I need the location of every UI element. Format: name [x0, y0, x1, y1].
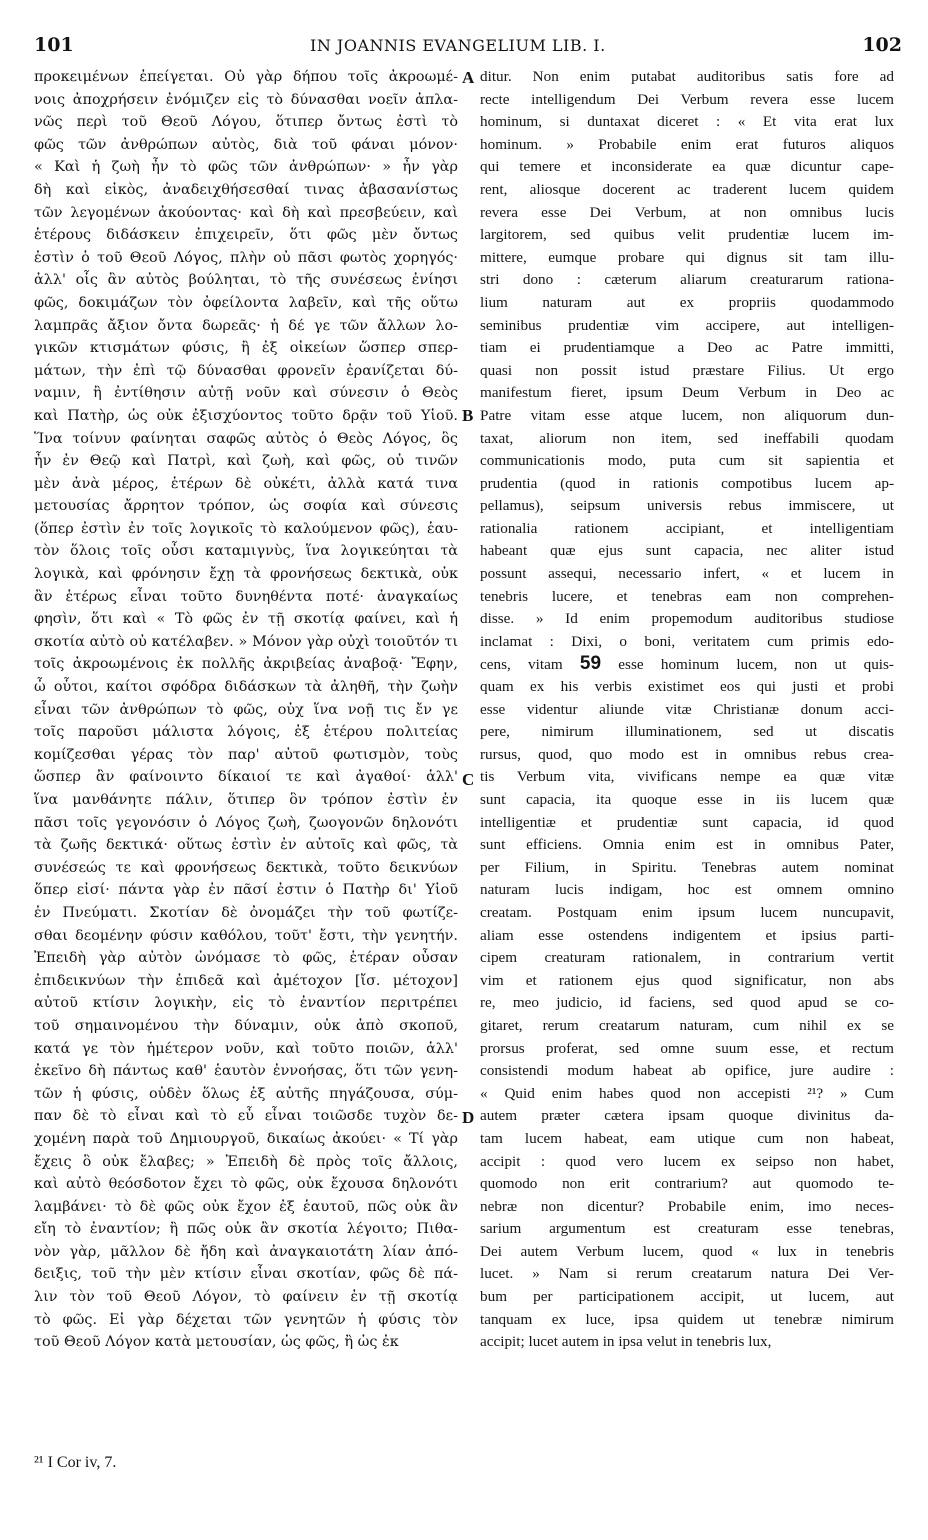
latin-text-line: pellamus), seipsum universis rebus immiscere, ut: [480, 497, 894, 515]
latin-text-line: tam lucem habeat, eam utique cum non habeat,: [480, 1129, 894, 1147]
latin-text-line: per Filium, in Spiritu. Tenebras autem nominat: [480, 858, 894, 876]
margin-marker-b: B: [462, 406, 474, 425]
latin-text-line: seminibus prudentiæ vim accipere, aut intelligen-: [480, 316, 894, 334]
greek-text-line: λιν τὸν τοῦ Θεοῦ Λόγον, τὸ φαίνειν ἐν τῇ σκοτίᾳ: [34, 1289, 458, 1306]
footnote: ²¹ I Cor iv, 7.: [34, 1454, 117, 1471]
page-header: [0, 34, 928, 58]
greek-text-line: καὶ αὐτὸ θεόσδοτον ἔχει τὸ φῶς, οὐκ ἔχουσα δηλονότι: [34, 1176, 458, 1193]
greek-text-line: αὐτοῦ κτίσιν λογικὴν, εἰς τὸ ἐναντίον περιτρέπει: [34, 995, 458, 1012]
greek-text-line: ναμιν, ἢ ἐντίθησιν αὐτῇ νοῦν καὶ σύνεσιν ὁ Θεὸς: [34, 385, 458, 402]
greek-text-line: νὸν γὰρ, μᾶλλον δὲ ἤδη καὶ ἀναγκαιοτάτη λίαν ἀπό-: [34, 1243, 458, 1260]
latin-text-line: esse videntur aliunde vitæ Christianæ donum acci-: [480, 700, 894, 718]
greek-text-line: (ὅπερ ἐστὶν ἐν τοῖς λογικοῖς τὸ καλούμενον φῶς), ἑαυ-: [34, 520, 458, 537]
greek-text-line: ἀλλ' οἷς ἂν αὐτὸς βούληται, τὸ τῆς συνέσεως ἐνίησι: [34, 272, 458, 289]
greek-text-line: μάτων, τὴν ἐπὶ τῷ δύνασθαι φρονεῖν ἐρανίζεται δύ-: [34, 362, 458, 379]
latin-text-line: habeant quæ ejus sunt capacia, nec aliter istud: [480, 542, 894, 560]
latin-text-line: Patre vitam esse atque lucem, non aliquorum dun-: [480, 406, 894, 424]
latin-text-line: inclamat : Dixi, o boni, veritatem cum primis edo-: [480, 632, 894, 650]
latin-text-line: recte intelligendum Dei Verbum revera esse lucem: [480, 90, 894, 108]
greek-text-line: πᾶσι τοῖς γεγονόσιν ὁ Λόγος ζωὴ, ζωογονῶν δηλονότι: [34, 814, 458, 831]
latin-text-line: quomodo non erit contrarium? aut quomodo te-: [480, 1175, 894, 1193]
latin-text-line: vim et rationem ejus quod significatur, non abs: [480, 971, 894, 989]
greek-text-line: φησὶν, ὅτι καὶ « Τὸ φῶς ἐν τῇ σκοτίᾳ φαίνει, καὶ ἡ: [34, 611, 458, 628]
greek-text-line: μὲν ἀνὰ μέρος, ἑτέρων δὲ οὐκέτι, ἀλλὰ κατά τινα: [34, 475, 458, 492]
margin-marker-a: A: [462, 68, 475, 87]
greek-text-line: ὥσπερ ἂν φαίνοιντο δίκαιοί τε καὶ ἀγαθοί· ἀλλ': [34, 769, 458, 786]
greek-text-line: ἵνα μανθάνητε πάλιν, ὅτιπερ ὃν τρόπον ἐστὶν ἐν: [34, 792, 458, 808]
greek-text-line: τῶν λεγομένων ἀκούοντας· καὶ δὴ καὶ πρεσβεύειν, καὶ: [34, 204, 458, 221]
margin-marker-d: D: [462, 1108, 475, 1127]
latin-text-line: naturam lucis indigam, hoc est omnem omnino: [480, 881, 894, 899]
greek-text-line: ἔχεις ὃ οὐκ ἔλαβες; » Ἐπειδὴ δὲ πρὸς τοῖς ἄλλοις,: [34, 1153, 458, 1170]
latin-text-line: autem præter cætera ipsam quoque divinitus da-: [480, 1107, 894, 1125]
latin-text-line: aliam esse ostendens indigentem et ipsius parti-: [480, 926, 894, 944]
greek-text-line: ἐν Πνεύματι. Σκοτίαν δὲ ὀνομάζει τὴν τοῦ φωτίζε-: [34, 904, 458, 921]
latin-text-line: lucet. » Nam si rerum creatarum natura Dei Ver-: [480, 1265, 894, 1283]
greek-text-line: ὦ οὗτοι, καίτοι σφόδρα διδάσκων τὰ ἀληθῆ, τὴν ζωὴν: [34, 679, 458, 696]
latin-text-line: accipit; lucet autem in ipsa velut in tenebris lux,: [480, 1333, 772, 1351]
page-number-right: 102: [862, 34, 902, 56]
column-number-marker: 59: [579, 653, 602, 675]
greek-text-line: νοις ἀποχρήσειν ἐνόμιζεν εἰς τὸ δύνασθαι νοεῖν ἀπλα-: [34, 91, 458, 108]
greek-text-line: τοῖς παροῦσι μάλιστα λόγοις, ἐξ ἑτέρου πολιτείας: [34, 724, 458, 741]
latin-text-line: consistendi modum habeat ab opifice, jure audire :: [480, 1062, 894, 1080]
latin-text-line: lium naturam aut ex propriis quodammodo: [480, 293, 894, 311]
latin-text-line: largitorem, sed quibus velit prudentiæ lucem im-: [480, 226, 894, 244]
latin-text-line: mittere, eumque probare qui dignus sit tam illu-: [480, 248, 894, 266]
latin-text-line: tis Verbum vita, vivificans nempe ea quæ vitæ: [480, 768, 894, 786]
greek-text-line: μετουσίας ἄρρητον τρόπον, ὡς σοφία καὶ σύνεσις: [34, 498, 458, 515]
latin-text-line: revera esse Dei Verbum, at non omnibus lucis: [480, 203, 894, 221]
greek-text-line: λογικὰ, καὶ φρόνησιν ἔχῃ τὰ φρονήσεως δεκτικὰ, οὐκ: [34, 566, 458, 583]
greek-text-line: κατά γε τὸν ἡμέτερον νοῦν, καὶ τοῦτο ποιῶν, ἀλλ': [34, 1040, 458, 1057]
greek-text-line: τὰ ζωῆς δεκτικά· οὕτως ἐστὶν ἐν αὐτοῖς καὶ φῶς, τὰ: [34, 837, 458, 854]
greek-text-line: φῶς, δοκιμάζων τὸν ὀφείλοντα λαβεῖν, καὶ τῆς οὕτω: [34, 294, 458, 311]
running-title: IN JOANNIS EVANGELIUM LIB. I.: [310, 36, 606, 55]
latin-text-line: rationalia rationem accipiant, et intelligentiam: [480, 519, 894, 537]
greek-text-line: εἶναι τῶν ἀνθρώπων τὸ φῶς, οὐχ ἵνα νοῇ τις ἔν γε: [34, 701, 458, 718]
latin-text-line: quasi non possit istud præstare Filius. Ut ergo: [480, 361, 894, 379]
greek-text-line: Ἐπειδὴ γὰρ αὐτὸν ὠνόμασε τὸ φῶς, ἑτέραν οὖσαν: [34, 950, 458, 967]
greek-text-line: εἴη τὸ ἐναντίον; ἢ πῶς οὐκ ἂν σκοτία λέγοιτο; Πιθα-: [34, 1221, 458, 1238]
latin-text-line: disse. » Id enim propemodum auditoribus studiose: [480, 610, 894, 628]
greek-text-line: καὶ Πατὴρ, ὡς οὐκ ἐξισχύοντος τοῦτο δρᾷν τοῦ Υἱοῦ.: [34, 407, 458, 424]
greek-text-line: λαμπρᾶς ἄξιον ὄντα δωρεᾶς· ἡ δέ γε τῶν ἄλλων λο-: [34, 317, 458, 334]
greek-text-line: τὸν ὅλοις τοῖς οὖσι καταμιγνὺς, ἵνα λογικεύηται τὰ: [34, 543, 458, 560]
latin-text-line: hominum. » Probabile enim erat futuros aliquos: [480, 135, 894, 153]
greek-text-line: ἦν ἐν Θεῷ καὶ Πατρὶ, καὶ ζωὴ, καὶ φῶς, οὐ τινῶν: [34, 453, 458, 470]
latin-text-line: nebræ non dicentur? Probabile enim, imo neces-: [480, 1197, 894, 1215]
latin-text-line: sarium argumentum est creaturam esse tenebras,: [480, 1220, 894, 1238]
greek-text-line: ἐπιδεικνύων τὴν ἐπιδεᾶ καὶ ἀμέτοχον [ἴσ. μέτοχον]: [34, 972, 458, 989]
greek-text-line: ἐκεῖνο δὴ πάντως καθ' ἑαυτὸν ἐννοήσας, ὅτι τῶν γενη-: [34, 1063, 458, 1080]
greek-text-line: « Καὶ ἡ ζωὴ ἦν τὸ φῶς τῶν ἀνθρώπων· » ἦν γὰρ: [34, 159, 458, 176]
latin-column: [480, 66, 894, 1354]
greek-text-line: χομένη παρὰ τοῦ Δημιουργοῦ, δικαίως ἀκούει· « Τί γὰρ: [34, 1130, 458, 1147]
margin-marker-c: C: [462, 770, 475, 789]
latin-text-line: manifestum fieret, ipsum Deum Verbum in Deo ac: [480, 384, 894, 402]
latin-text-line: creatam. Postquam enim ipsum lucem nuncupavit,: [480, 903, 894, 921]
greek-text-line: γικῶν κτισμάτων φύσις, ἢ ἐξ οἰκείων ὥσπερ σπερ-: [34, 340, 458, 357]
greek-text-line: τοῖς ἀκροωμένοις ἐκ πολλῆς ἀκριβείας ἀναβοᾷ· Ἔφην,: [34, 656, 458, 673]
greek-text-line: ἂν ἑτέρως εἶναι τοῦτο δυνηθέντα ποτέ· ἀναγκαίως: [34, 588, 458, 605]
greek-column: [34, 66, 458, 1354]
greek-text-line: παν δὲ τὸ εἶναι καὶ τὸ εὖ εἶναι τοιῶσδε τυχὸν δε-: [34, 1108, 458, 1125]
latin-text-line: possunt assequi, necessario infert, « et lucem in: [480, 565, 894, 583]
latin-text-line: re, meo judicio, id faciens, sed quod apud se co-: [480, 994, 894, 1012]
latin-text-line: pere, nimirum illuminationem, sed ut discatis: [480, 723, 894, 741]
latin-text-line: bum per participationem accipit, ut lucem, aut: [480, 1288, 894, 1306]
greek-text-line: ἐστὶν ὁ τοῦ Θεοῦ Λόγος, πλὴν οὐ πᾶσι φωτὸς χορηγός·: [34, 249, 458, 266]
latin-text-line: hominum, si duntaxat diceret : « Et vita erat lux: [480, 113, 894, 131]
greek-text-line: τοῦ Θεοῦ Λόγον κατὰ μετουσίαν, ὡς φῶς, ἢ ὡς ἐκ: [34, 1334, 399, 1351]
latin-text-line: prudentia (quod in rationis compotibus lucem ap-: [480, 474, 894, 492]
greek-text-line: ἑτέρους διδάσκειν ἐπιχειρεῖν, ὅτι φῶς μὲν ὄντως: [34, 227, 458, 244]
greek-text-line: συνέσεώς τε καὶ φρονήσεως δεκτικὰ, τοῦτο δεικνύων: [34, 859, 458, 876]
greek-text-line: τὸ φῶς. Εἰ γὰρ δέχεται τῶν γενητῶν ἡ φύσις τὸν: [34, 1311, 458, 1328]
greek-text-line: σθαι δεομένην φύσιν καθόλου, τοῦτ' ἔστι, τὴν γενητήν.: [34, 927, 458, 944]
greek-text-line: τοῦ σημαινομένου τὴν δύναμιν, οὐκ ἀπὸ σκοποῦ,: [34, 1017, 458, 1034]
latin-text-line: sunt efficiens. Omnia enim est in omnibus Pater,: [480, 836, 894, 854]
latin-text-line: taxat, aliorum non item, sed ineffabili quodam: [480, 429, 894, 447]
latin-text-line: tiam ei prudentiamque a Deo ac Patre immitti,: [480, 339, 894, 357]
latin-text-line: cipem creaturam rationalem, in contrarium vertit: [480, 949, 894, 967]
greek-text-line: κομίζεσθαι γέρας τὸν παρ' αὐτοῦ φωτισμὸν, τοὺς: [34, 746, 458, 763]
latin-text-line: rent, aliosque docerent ac traderent lucem quidem: [480, 180, 894, 198]
greek-text-line: τῶν ἡ φύσις, οὐδὲν ὅλως ἐξ αὐτῆς πηγάζουσα, σύμ-: [34, 1085, 458, 1102]
latin-text-line: communicationis modo, puta cum sit sapientia et: [480, 452, 894, 470]
latin-text-line: sunt capacia, ita quoque esse in iis lucem quæ: [480, 791, 894, 808]
latin-text-line: tanquam ex luce, ipsa quidem ut tenebræ nimirum: [480, 1310, 894, 1328]
latin-text-line: prorsus proferat, sed omne suum esse, et rectum: [480, 1039, 894, 1057]
latin-text-line: rursus, quod, quo modo est in omnibus rebus crea-: [480, 745, 894, 763]
greek-text-line: σκοτία αὐτὸ οὐ κατέλαβεν. » Μόνον γὰρ οὐχὶ τοιοῦτόν τι: [34, 633, 458, 650]
greek-text-line: ὅπερ εἰσί· πάντα γὰρ ἐν πᾶσί ἐστιν ὁ Πατὴρ δι' Υἱοῦ: [34, 882, 458, 899]
greek-text-line: δὴ καὶ εἰκὸς, ἀναδειχθήσεσθαί τινας ἀβασανίστως: [34, 181, 458, 198]
greek-text-line: νῶς περὶ τοῦ Θεοῦ Λόγου, ὅτιπερ ὄντως ἐστὶ τὸ: [34, 114, 458, 131]
latin-text-line: stri dono : cæterum aliarum creaturarum rationa-: [480, 271, 894, 289]
latin-text-line: tenebris lucere, et tenebras eam non comprehen-: [480, 587, 894, 605]
latin-text-line: accipit : quod vero lucem ex seipso non habet,: [480, 1152, 894, 1170]
greek-text-line: φῶς τῶν ἀνθρώπων αὐτὸς, διὰ τοῦ φάναι μόνον·: [34, 136, 458, 153]
latin-text-line: qui temere et inconsiderate ea quæ dicuntur cape-: [480, 158, 894, 176]
greek-text-line: λαμβάνει· τὸ δὲ φῶς οὐκ ἔχον ἐξ ἑαυτοῦ, πῶς οὐκ ἂν: [34, 1198, 458, 1215]
latin-text-line: Dei autem Verbum lucem, quod « lux in tenebris: [480, 1242, 894, 1260]
latin-text-line: ditur. Non enim putabat auditoribus satis fore ad: [480, 68, 894, 85]
greek-text-line: Ἵνα τοίνυν φαίνηται σαφῶς αὐτὸς ὁ Θεὸς Λόγος, ὃς: [34, 430, 458, 447]
greek-text-line: προκειμένων ἐπείγεται. Οὐ γὰρ δήπου τοῖς ἀκροωμέ-: [34, 69, 458, 85]
latin-text-line: « Quid enim habes quod non accepisti ²¹? » Cum: [480, 1084, 894, 1102]
latin-text-line: cens, vitam 59 esse hominum lucem, non ut quis-: [480, 653, 894, 675]
latin-text-line: quam ex his verbis existimet eos qui justi et probi: [480, 678, 894, 696]
page-number-left: 101: [34, 34, 74, 56]
greek-text-line: δειξις, τοῦ τὴν μὲν κτίσιν εἶναι σκοτίαν, φῶς δὲ πά-: [34, 1266, 458, 1283]
latin-text-line: intelligentiæ et prudentiæ sunt capacia, id quod: [480, 813, 894, 831]
latin-text-line: gitaret, rerum creatarum naturam, cum nihil ex se: [480, 1016, 894, 1034]
